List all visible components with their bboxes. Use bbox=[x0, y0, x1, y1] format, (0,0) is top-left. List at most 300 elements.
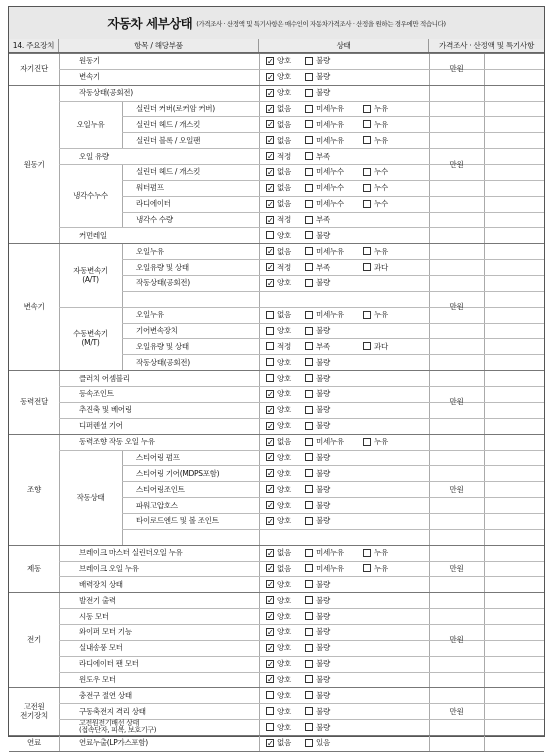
status-options bbox=[259, 116, 429, 132]
checkbox-empty[interactable] bbox=[363, 120, 371, 128]
status-option[interactable] bbox=[266, 608, 291, 624]
checkbox-empty[interactable] bbox=[305, 374, 313, 382]
checkbox-empty[interactable] bbox=[305, 327, 313, 335]
option-label: 부족 bbox=[316, 262, 330, 272]
checkbox-checked[interactable]: ✓ bbox=[267, 485, 274, 495]
checkbox-checked[interactable]: ✓ bbox=[267, 612, 274, 622]
checkbox-empty[interactable] bbox=[305, 216, 313, 224]
status-option[interactable] bbox=[266, 386, 291, 402]
checkbox-empty[interactable] bbox=[363, 168, 371, 176]
option-label: 양호 bbox=[277, 516, 291, 526]
status-option[interactable] bbox=[266, 434, 291, 450]
item-label: 연료누출(LP가스포함) bbox=[79, 738, 148, 748]
checkbox-empty[interactable] bbox=[266, 327, 274, 335]
status-options bbox=[259, 291, 429, 307]
option-label: 누수 bbox=[374, 167, 388, 177]
checkbox-empty[interactable] bbox=[363, 438, 371, 446]
status-option[interactable] bbox=[266, 85, 291, 101]
option-label: 양호 bbox=[277, 674, 291, 684]
status-option[interactable] bbox=[363, 307, 388, 323]
option-label: 불량 bbox=[316, 674, 330, 684]
status-option[interactable] bbox=[305, 69, 330, 85]
status-option[interactable] bbox=[305, 259, 330, 275]
checkbox-empty[interactable] bbox=[305, 660, 313, 668]
header-cost: 가격조사 · 산정액 및 특기사항 bbox=[439, 41, 534, 50]
option-label: 누유 bbox=[374, 437, 388, 447]
checkbox-checked[interactable]: ✓ bbox=[267, 56, 274, 66]
checkbox-checked[interactable]: ✓ bbox=[267, 501, 274, 510]
checkbox-empty[interactable] bbox=[305, 120, 313, 128]
status-option[interactable] bbox=[305, 180, 344, 196]
item-label: 라디에이터 bbox=[136, 199, 171, 209]
checkbox-empty[interactable] bbox=[305, 580, 313, 588]
status-option[interactable] bbox=[305, 719, 330, 735]
option-label: 불량 bbox=[316, 579, 330, 589]
option-label: 양호 bbox=[277, 722, 291, 732]
item-label: 실린더 블록 / 오일팬 bbox=[136, 135, 201, 145]
status-option[interactable] bbox=[266, 719, 291, 735]
status-option[interactable] bbox=[363, 561, 388, 577]
checkbox-empty[interactable] bbox=[305, 469, 313, 477]
status-option[interactable] bbox=[305, 418, 330, 434]
checkbox-empty[interactable] bbox=[305, 564, 313, 572]
status-option[interactable] bbox=[305, 434, 344, 450]
status-option[interactable] bbox=[363, 132, 388, 148]
checkbox-empty[interactable] bbox=[305, 136, 313, 144]
item-label: 실내송풍 모터 bbox=[79, 643, 123, 653]
item-label: 등속조인트 bbox=[79, 389, 114, 399]
status-options bbox=[259, 513, 429, 529]
status-option[interactable] bbox=[266, 624, 291, 640]
status-option[interactable] bbox=[266, 687, 291, 703]
checkbox-checked[interactable]: ✓ bbox=[267, 215, 274, 225]
item-label: 스티어링 펌프 bbox=[136, 452, 180, 462]
checkbox-empty[interactable] bbox=[305, 184, 313, 192]
option-label: 불량 bbox=[316, 468, 330, 478]
status-option[interactable] bbox=[305, 545, 344, 561]
status-option[interactable] bbox=[305, 465, 330, 481]
status-option[interactable] bbox=[266, 227, 291, 243]
checkbox-empty[interactable] bbox=[305, 628, 313, 636]
checkbox-empty[interactable] bbox=[266, 691, 274, 699]
status-option[interactable] bbox=[305, 101, 344, 117]
status-options bbox=[259, 640, 429, 656]
option-label: 누수 bbox=[374, 183, 388, 193]
status-option[interactable] bbox=[266, 69, 291, 85]
status-option[interactable] bbox=[266, 164, 291, 180]
status-option[interactable] bbox=[266, 672, 291, 688]
status-option[interactable] bbox=[305, 196, 344, 212]
option-label: 미세누유 bbox=[316, 119, 344, 129]
checkbox-empty[interactable] bbox=[266, 358, 274, 366]
option-label: 양호 bbox=[277, 373, 291, 383]
checkbox-checked[interactable]: ✓ bbox=[267, 437, 274, 447]
checkbox-empty[interactable] bbox=[305, 675, 313, 683]
item-label: 오일 유량 bbox=[79, 151, 109, 161]
form-subtitle: (가격조사 · 산정액 및 특기사항은 매수인이 자동차가격조사 · 산정을 원하는 경우에만 적습니다) bbox=[196, 19, 446, 28]
status-option[interactable] bbox=[305, 513, 330, 529]
status-option[interactable] bbox=[305, 148, 330, 164]
status-options bbox=[259, 402, 429, 418]
checkbox-empty[interactable] bbox=[363, 311, 371, 319]
status-option[interactable] bbox=[363, 180, 388, 196]
item-label: 기어변속장치 bbox=[136, 326, 178, 336]
status-option[interactable] bbox=[305, 164, 344, 180]
checkbox-checked[interactable]: ✓ bbox=[267, 167, 274, 177]
checkbox-empty[interactable] bbox=[363, 200, 371, 208]
option-label: 미세누유 bbox=[316, 548, 344, 558]
status-options bbox=[259, 656, 429, 672]
status-option[interactable] bbox=[266, 418, 291, 434]
checkbox-empty[interactable] bbox=[266, 342, 274, 350]
checkbox-checked[interactable]: ✓ bbox=[267, 643, 274, 653]
category-label: 전기 bbox=[27, 635, 41, 645]
status-option[interactable] bbox=[305, 497, 330, 513]
checkbox-checked[interactable]: ✓ bbox=[267, 199, 274, 209]
checkbox-empty[interactable] bbox=[266, 723, 274, 731]
status-option[interactable] bbox=[266, 354, 291, 370]
checkbox-checked[interactable]: ✓ bbox=[267, 152, 274, 162]
status-option[interactable] bbox=[266, 640, 291, 656]
status-option[interactable] bbox=[266, 450, 291, 466]
item-label: 충전구 절연 상태 bbox=[79, 690, 132, 700]
checkbox-empty[interactable] bbox=[305, 691, 313, 699]
status-option[interactable] bbox=[266, 132, 291, 148]
checkbox-empty[interactable] bbox=[266, 231, 274, 239]
checkbox-empty[interactable] bbox=[305, 438, 313, 446]
checkbox-checked[interactable]: ✓ bbox=[267, 278, 274, 288]
status-option[interactable] bbox=[266, 259, 291, 275]
checkbox-empty[interactable] bbox=[305, 612, 313, 620]
option-label: 불량 bbox=[316, 56, 330, 66]
checkbox-empty[interactable] bbox=[363, 342, 371, 350]
status-option[interactable] bbox=[305, 481, 330, 497]
checkbox-empty[interactable] bbox=[363, 136, 371, 144]
option-label: 적정 bbox=[277, 215, 291, 225]
status-option[interactable] bbox=[266, 180, 291, 196]
status-options bbox=[259, 497, 429, 513]
status-options bbox=[259, 592, 429, 608]
cost-unit-label: 만원 bbox=[449, 302, 464, 312]
status-option[interactable] bbox=[266, 465, 291, 481]
option-label: 누유 bbox=[374, 246, 388, 256]
status-options bbox=[259, 259, 429, 275]
category-label: 변속기 bbox=[23, 302, 45, 312]
status-option[interactable] bbox=[305, 227, 330, 243]
status-options bbox=[259, 275, 429, 291]
checkbox-empty[interactable] bbox=[305, 73, 313, 81]
checkbox-checked[interactable]: ✓ bbox=[267, 183, 274, 193]
item-label: 오일누유 bbox=[136, 310, 164, 320]
option-label: 불량 bbox=[316, 722, 330, 732]
status-option[interactable] bbox=[266, 101, 291, 117]
checkbox-empty[interactable] bbox=[363, 184, 371, 192]
checkbox-empty[interactable] bbox=[305, 247, 313, 255]
checkbox-empty[interactable] bbox=[305, 200, 313, 208]
checkbox-checked[interactable]: ✓ bbox=[267, 104, 274, 114]
status-option[interactable] bbox=[266, 481, 291, 497]
checkbox-checked[interactable]: ✓ bbox=[267, 675, 274, 685]
status-option[interactable] bbox=[305, 116, 344, 132]
checkbox-empty[interactable] bbox=[305, 517, 313, 525]
option-label: 없음 bbox=[277, 246, 291, 256]
status-option[interactable] bbox=[305, 561, 344, 577]
option-label: 양호 bbox=[277, 595, 291, 605]
option-label: 불량 bbox=[316, 72, 330, 82]
checkbox-empty[interactable] bbox=[305, 707, 313, 715]
status-option[interactable] bbox=[363, 101, 388, 117]
category-label: 제동 bbox=[27, 563, 41, 573]
table-header bbox=[9, 39, 544, 53]
status-option[interactable] bbox=[305, 656, 330, 672]
option-label: 없음 bbox=[277, 167, 291, 177]
item-label: 스티어링 기어(MDPS포함) bbox=[136, 468, 220, 478]
checkbox-empty[interactable] bbox=[305, 358, 313, 366]
option-label: 불량 bbox=[316, 373, 330, 383]
option-label: 양호 bbox=[277, 278, 291, 288]
item-label: 와이퍼 모터 기능 bbox=[79, 627, 132, 637]
status-option[interactable] bbox=[305, 576, 330, 592]
option-label: 불량 bbox=[316, 659, 330, 669]
status-option[interactable] bbox=[305, 132, 344, 148]
option-label: 없음 bbox=[277, 183, 291, 193]
status-options bbox=[259, 53, 429, 69]
status-option[interactable] bbox=[363, 196, 388, 212]
status-option[interactable] bbox=[363, 259, 388, 275]
option-label: 불량 bbox=[316, 357, 330, 367]
status-option[interactable] bbox=[266, 196, 291, 212]
status-option[interactable] bbox=[305, 624, 330, 640]
option-label: 양호 bbox=[277, 421, 291, 431]
item-label: 브레이크 오일 누유 bbox=[79, 563, 139, 573]
checkbox-checked[interactable]: ✓ bbox=[267, 548, 274, 558]
status-option[interactable] bbox=[363, 243, 388, 259]
checkbox-empty[interactable] bbox=[363, 247, 371, 255]
item-label: 커먼레일 bbox=[79, 230, 107, 240]
item-label: 오일누유 bbox=[136, 246, 164, 256]
status-option[interactable] bbox=[266, 243, 291, 259]
checkbox-checked[interactable]: ✓ bbox=[267, 389, 274, 399]
status-option[interactable] bbox=[305, 672, 330, 688]
item-label: 원동기 bbox=[79, 56, 100, 66]
status-options bbox=[259, 719, 429, 735]
status-option[interactable] bbox=[266, 656, 291, 672]
checkbox-checked[interactable]: ✓ bbox=[267, 596, 274, 606]
cost-unit-label: 만원 bbox=[449, 397, 464, 407]
checkbox-empty[interactable] bbox=[305, 342, 313, 350]
checkbox-empty[interactable] bbox=[305, 263, 313, 271]
status-option[interactable] bbox=[305, 85, 330, 101]
status-option[interactable] bbox=[266, 148, 291, 164]
status-option[interactable] bbox=[305, 212, 330, 228]
status-option[interactable] bbox=[266, 275, 291, 291]
status-option[interactable] bbox=[305, 703, 330, 719]
status-option[interactable] bbox=[305, 307, 344, 323]
checkbox-checked[interactable]: ✓ bbox=[267, 580, 274, 590]
option-label: 양호 bbox=[277, 357, 291, 367]
category-label: 연료 bbox=[27, 738, 41, 748]
item-label bbox=[122, 291, 259, 307]
checkbox-empty[interactable] bbox=[363, 549, 371, 557]
status-options bbox=[259, 465, 429, 481]
checkbox-empty[interactable] bbox=[305, 168, 313, 176]
checkbox-checked[interactable]: ✓ bbox=[267, 564, 274, 574]
checkbox-empty[interactable] bbox=[305, 390, 313, 398]
header-item: 항목 / 해당부품 bbox=[59, 39, 259, 52]
checkbox-empty[interactable] bbox=[363, 263, 371, 271]
status-option[interactable] bbox=[305, 386, 330, 402]
category-label: 원동기 bbox=[23, 159, 45, 169]
status-options bbox=[259, 196, 429, 212]
status-option[interactable] bbox=[266, 116, 291, 132]
option-label: 양호 bbox=[277, 627, 291, 637]
option-label: 불량 bbox=[316, 516, 330, 526]
checkbox-checked[interactable]: ✓ bbox=[267, 263, 274, 273]
option-label: 없음 bbox=[277, 548, 291, 558]
option-label: 불량 bbox=[316, 500, 330, 510]
checkbox-empty[interactable] bbox=[266, 311, 274, 319]
cost-unit-label: 만원 bbox=[449, 159, 464, 169]
checkbox-empty[interactable] bbox=[305, 485, 313, 493]
checkbox-empty[interactable] bbox=[305, 453, 313, 461]
checkbox-empty[interactable] bbox=[363, 564, 371, 572]
status-option[interactable] bbox=[363, 545, 388, 561]
item-label: 파워고압호스 bbox=[136, 500, 178, 510]
checkbox-checked[interactable]: ✓ bbox=[267, 659, 274, 669]
checkbox-empty[interactable] bbox=[305, 644, 313, 652]
status-option[interactable] bbox=[266, 703, 291, 719]
option-label: 양호 bbox=[277, 72, 291, 82]
option-label: 적정 bbox=[277, 151, 291, 161]
status-option[interactable] bbox=[266, 338, 291, 354]
checkbox-empty[interactable] bbox=[363, 105, 371, 113]
checkbox-checked[interactable]: ✓ bbox=[267, 469, 274, 479]
checkbox-checked[interactable]: ✓ bbox=[267, 421, 274, 431]
checkbox-empty[interactable] bbox=[305, 422, 313, 430]
checkbox-empty[interactable] bbox=[305, 89, 313, 97]
option-label: 미세누유 bbox=[316, 104, 344, 113]
category-label: 고전원 전기장치 bbox=[20, 702, 48, 721]
status-option[interactable] bbox=[305, 243, 344, 259]
checkbox-empty[interactable] bbox=[305, 596, 313, 604]
header-status: 상태 bbox=[259, 39, 429, 52]
status-option[interactable] bbox=[266, 53, 291, 69]
checkbox-checked[interactable]: ✓ bbox=[267, 453, 274, 463]
status-option[interactable] bbox=[363, 116, 388, 132]
status-option[interactable] bbox=[266, 545, 291, 561]
status-option[interactable] bbox=[266, 370, 291, 386]
checkbox-empty[interactable] bbox=[305, 723, 313, 731]
status-option[interactable] bbox=[363, 338, 388, 354]
status-option[interactable] bbox=[266, 497, 291, 513]
checkbox-checked[interactable]: ✓ bbox=[267, 627, 274, 637]
checkbox-empty[interactable] bbox=[305, 549, 313, 557]
checkbox-checked[interactable]: ✓ bbox=[267, 405, 274, 415]
option-label: 양호 bbox=[277, 579, 291, 589]
status-option[interactable] bbox=[305, 275, 330, 291]
option-label: 불량 bbox=[316, 595, 330, 605]
checkbox-empty[interactable] bbox=[266, 374, 274, 382]
checkbox-checked[interactable]: ✓ bbox=[267, 516, 274, 526]
option-label: 불량 bbox=[316, 484, 330, 494]
status-option[interactable] bbox=[266, 513, 291, 529]
status-option[interactable] bbox=[363, 434, 388, 450]
status-option[interactable] bbox=[305, 370, 330, 386]
option-label: 누유 bbox=[374, 548, 388, 558]
status-option[interactable] bbox=[266, 592, 291, 608]
status-option[interactable] bbox=[305, 687, 330, 703]
header-section: 14. 주요장치 bbox=[9, 39, 59, 52]
option-label: 양호 bbox=[277, 500, 291, 510]
status-option[interactable] bbox=[266, 576, 291, 592]
option-label: 미세누수 bbox=[316, 199, 344, 209]
status-options bbox=[259, 227, 429, 243]
option-label: 불량 bbox=[316, 690, 330, 700]
status-option[interactable] bbox=[305, 640, 330, 656]
status-option[interactable] bbox=[305, 608, 330, 624]
status-option[interactable] bbox=[266, 323, 291, 339]
checkbox-checked[interactable]: ✓ bbox=[267, 247, 274, 257]
item-label: 워터펌프 bbox=[136, 183, 164, 193]
checkbox-checked[interactable]: ✓ bbox=[267, 72, 274, 82]
option-label: 부족 bbox=[316, 215, 330, 225]
checkbox-empty[interactable] bbox=[305, 152, 313, 160]
status-option[interactable] bbox=[305, 338, 330, 354]
option-label: 불량 bbox=[316, 88, 330, 98]
checkbox-empty[interactable] bbox=[305, 501, 313, 509]
checkbox-checked[interactable]: ✓ bbox=[267, 88, 274, 98]
status-option[interactable] bbox=[305, 402, 330, 418]
item-label bbox=[122, 529, 259, 545]
status-option[interactable] bbox=[305, 354, 330, 370]
status-option[interactable] bbox=[266, 402, 291, 418]
checkbox-empty[interactable] bbox=[305, 105, 313, 113]
item-label: 타이로드엔드 및 볼 조인트 bbox=[136, 516, 219, 526]
status-option[interactable] bbox=[363, 164, 388, 180]
option-label: 없음 bbox=[277, 738, 291, 748]
checkbox-empty[interactable] bbox=[305, 406, 313, 414]
subgroup-label: 자동변속기 (A/T) bbox=[73, 266, 108, 285]
checkbox-checked[interactable]: ✓ bbox=[267, 738, 274, 748]
status-options bbox=[259, 545, 429, 561]
status-option[interactable] bbox=[305, 323, 330, 339]
status-option[interactable] bbox=[305, 592, 330, 608]
status-options bbox=[259, 354, 429, 370]
status-option[interactable] bbox=[266, 561, 291, 577]
option-label: 과다 bbox=[374, 262, 388, 272]
status-options bbox=[259, 608, 429, 624]
status-option[interactable] bbox=[305, 53, 330, 69]
item-label: 발전기 출력 bbox=[79, 595, 116, 605]
checkbox-empty[interactable] bbox=[305, 57, 313, 65]
status-option[interactable] bbox=[266, 307, 291, 323]
item-label: 디퍼렌셜 기어 bbox=[79, 421, 123, 431]
status-option[interactable] bbox=[266, 212, 291, 228]
status-options bbox=[259, 450, 429, 466]
checkbox-empty[interactable] bbox=[305, 279, 313, 287]
option-label: 양호 bbox=[277, 389, 291, 399]
status-option[interactable] bbox=[305, 450, 330, 466]
checkbox-empty[interactable] bbox=[266, 707, 274, 715]
checkbox-checked[interactable]: ✓ bbox=[267, 120, 274, 130]
status-options bbox=[259, 561, 429, 577]
option-label: 누수 bbox=[374, 199, 388, 209]
option-label: 없음 bbox=[277, 119, 291, 129]
checkbox-checked[interactable]: ✓ bbox=[267, 136, 274, 146]
checkbox-empty[interactable] bbox=[305, 311, 313, 319]
checkbox-empty[interactable] bbox=[305, 231, 313, 239]
option-label: 불량 bbox=[316, 389, 330, 399]
